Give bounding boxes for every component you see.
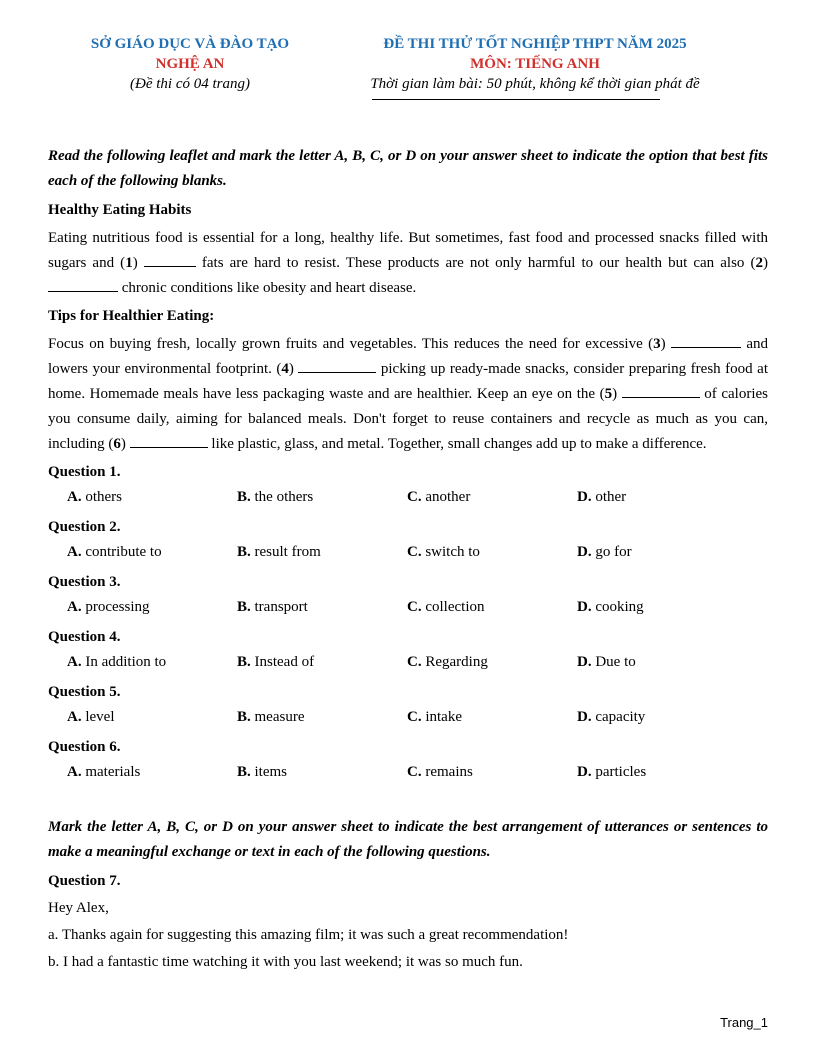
answer-option — [237, 650, 314, 675]
answer-options — [48, 540, 768, 565]
option-letter: A. — [67, 544, 82, 560]
answer-option — [407, 760, 473, 785]
blank-5 — [622, 383, 700, 398]
answer-options — [48, 760, 768, 785]
option-letter: C. — [407, 764, 422, 780]
answer-option — [67, 595, 150, 620]
option-text: others — [81, 489, 123, 505]
page-number: Trang_1 — [720, 1015, 768, 1030]
text-span: Focus on buying fresh, locally grown fruits and vegetables. This reduces the need for excessive ( — [48, 336, 654, 352]
tips-title: Tips for Healthier Eating: — [48, 308, 215, 324]
answer-option — [577, 650, 636, 675]
option-letter: C. — [407, 544, 422, 560]
option-letter: A. — [67, 764, 82, 780]
question-label: Question 5. — [48, 684, 121, 700]
leaflet-title: Healthy Eating Habits — [48, 202, 192, 218]
option-text: contribute to — [81, 544, 162, 560]
option-letter: D. — [577, 544, 592, 560]
answer-option — [67, 485, 122, 510]
option-letter: B. — [237, 599, 251, 615]
answer-option — [407, 595, 485, 620]
blank-6 — [130, 433, 208, 448]
answer-options — [48, 650, 768, 675]
option-text: capacity — [591, 709, 646, 725]
blank-3 — [671, 333, 741, 348]
text-span: like plastic, glass, and metal. Together, small changes add up to make a difference. — [207, 436, 707, 452]
text-span: of calories you consume daily, aiming for balanced meals. Don't forget to reuse containers and recycle as much as you can, including ( — [48, 386, 769, 452]
blank-1 — [144, 252, 196, 267]
blank-number: 6 — [113, 436, 121, 452]
text-span: ) — [660, 336, 671, 352]
option-letter: C. — [407, 709, 422, 725]
option-letter: D. — [577, 489, 592, 505]
answer-option — [407, 540, 480, 565]
blank-number: 5 — [604, 386, 613, 402]
exam-content — [48, 144, 768, 977]
option-text: switch to — [421, 544, 480, 560]
option-letter: A. — [67, 489, 82, 505]
option-text: intake — [421, 709, 462, 725]
leaflet-paragraph-1 — [48, 226, 768, 301]
option-text: particles — [591, 764, 647, 780]
question-label: Question 3. — [48, 574, 121, 590]
question-list — [48, 460, 768, 785]
option-text: Due to — [591, 654, 636, 670]
option-letter: B. — [237, 764, 251, 780]
option-text: level — [81, 709, 115, 725]
option-text: In addition to — [81, 654, 167, 670]
answer-option — [577, 705, 645, 730]
answer-option — [67, 540, 162, 565]
header-right — [345, 34, 725, 94]
answer-option — [67, 705, 115, 730]
option-text: go for — [591, 544, 632, 560]
header-left — [40, 34, 340, 94]
answer-option — [237, 485, 313, 510]
sentence-a: a. Thanks again for suggesting this amazing film; it was such a great recommendation! — [48, 927, 569, 943]
text-span: picking up ready-made snacks, consider preparing fresh food at home. Homemade meals have less packaging waste and are healthier. Keep an eye on the ( — [48, 361, 768, 402]
option-letter: A. — [67, 654, 82, 670]
subject-name: MÔN: TIẾNG ANH — [470, 56, 600, 72]
option-text: Instead of — [250, 654, 315, 670]
question-label: Question 4. — [48, 629, 121, 645]
option-text: the others — [250, 489, 314, 505]
text-span: ) — [288, 361, 299, 377]
option-letter: B. — [237, 544, 251, 560]
option-text: materials — [81, 764, 141, 780]
option-letter: A. — [67, 709, 82, 725]
answer-options — [48, 705, 768, 730]
option-text: other — [591, 489, 627, 505]
answer-option — [407, 705, 462, 730]
text-span: chronic conditions like obesity and heart disease. — [118, 280, 417, 296]
option-letter: D. — [577, 709, 592, 725]
exam-title: ĐỀ THI THỬ TỐT NGHIỆP THPT NĂM 2025 — [383, 36, 687, 52]
option-text: result from — [250, 544, 321, 560]
page-count-note: (Đề thi có 04 trang) — [130, 76, 250, 92]
answer-option — [577, 540, 632, 565]
section2-instruction: Mark the letter A, B, C, or D on your answer sheet to indicate the best arrangement of utterances or sentences to make a meaningful exchange or text in each of the following questions. — [48, 819, 768, 860]
answer-option — [407, 650, 488, 675]
leaflet-paragraph-2 — [48, 332, 768, 457]
blank-2 — [48, 277, 118, 292]
option-letter: C. — [407, 599, 422, 615]
blank-number: 3 — [653, 336, 661, 352]
option-letter: A. — [67, 599, 82, 615]
option-text: collection — [421, 599, 485, 615]
answer-option — [407, 485, 470, 510]
text-span: Eating nutritious food is essential for a long, healthy life. But sometimes, fast food and processed snacks filled with sugars and ( — [48, 230, 768, 271]
sentence-b: b. I had a fantastic time watching it with you last weekend; it was so much fun. — [48, 954, 523, 970]
letter-greeting: Hey Alex, — [48, 900, 109, 916]
answer-option — [67, 760, 140, 785]
option-letter: D. — [577, 599, 592, 615]
header-underline — [372, 99, 660, 100]
department-name: SỞ GIÁO DỤC VÀ ĐÀO TẠO — [90, 36, 290, 52]
text-span: ) — [612, 386, 622, 402]
question-label: Question 6. — [48, 739, 121, 755]
option-text: another — [421, 489, 471, 505]
text-span: ) — [763, 255, 768, 271]
option-text: measure — [250, 709, 305, 725]
answer-option — [67, 650, 166, 675]
answer-options — [48, 485, 768, 510]
blank-number: 4 — [281, 361, 289, 377]
blank-number: 2 — [755, 255, 763, 271]
question-label: Question 1. — [48, 464, 121, 480]
option-letter: C. — [407, 654, 422, 670]
blank-4 — [298, 358, 376, 373]
option-letter: B. — [237, 489, 251, 505]
option-letter: B. — [237, 654, 251, 670]
option-letter: D. — [577, 654, 592, 670]
province-name: NGHỆ AN — [155, 56, 225, 72]
option-letter: D. — [577, 764, 592, 780]
option-letter: C. — [407, 489, 422, 505]
question-label: Question 2. — [48, 519, 121, 535]
option-text: transport — [250, 599, 308, 615]
option-text: items — [250, 764, 288, 780]
text-span: fats are hard to resist. These products are not only harmful to our health but can also ( — [195, 255, 756, 271]
option-text: remains — [421, 764, 473, 780]
blank-number: 1 — [125, 255, 133, 271]
answer-option — [577, 595, 644, 620]
text-span: ) — [120, 436, 130, 452]
section1-instruction: Read the following leaflet and mark the letter A, B, C, or D on your answer sheet to indicate the option that best fits each of the following blanks. — [48, 148, 768, 189]
text-span: ) — [132, 255, 144, 271]
option-text: Regarding — [421, 654, 488, 670]
answer-option — [237, 540, 321, 565]
question-label: Question 7. — [48, 873, 121, 889]
text-span: and lowers your environmental footprint. ( — [48, 336, 768, 377]
option-text: processing — [81, 599, 150, 615]
answer-option — [577, 485, 626, 510]
option-letter: B. — [237, 709, 251, 725]
answer-option — [237, 595, 308, 620]
answer-option — [577, 760, 646, 785]
time-limit: Thời gian làm bài: 50 phút, không kể thời gian phát đề — [370, 76, 700, 92]
answer-option — [237, 760, 287, 785]
answer-options — [48, 595, 768, 620]
section2 — [48, 815, 768, 975]
option-text: cooking — [591, 599, 644, 615]
answer-option — [237, 705, 305, 730]
